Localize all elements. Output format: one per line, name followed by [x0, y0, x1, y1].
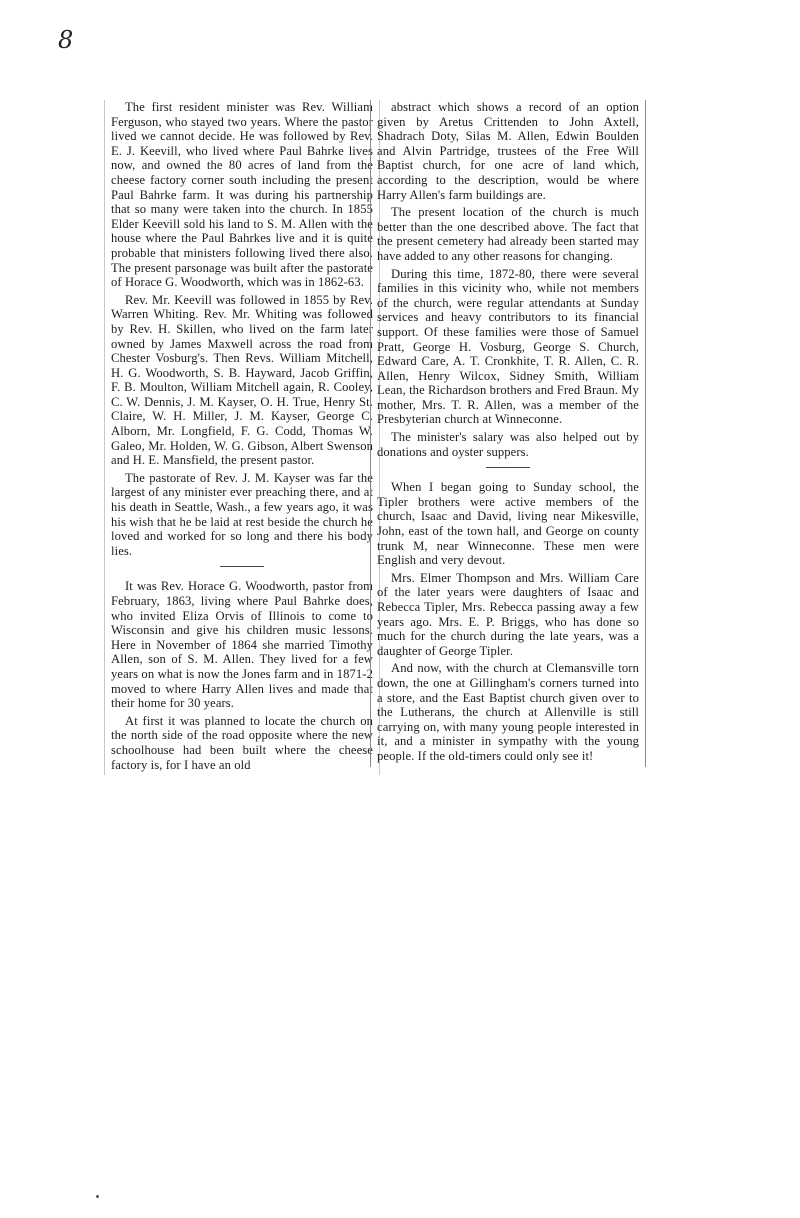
paragraph: The minister's salary was also helped out by donations and oyster suppers. [377, 430, 639, 459]
section-divider [220, 566, 264, 567]
section-divider [486, 467, 530, 468]
page-number: 8 [58, 26, 74, 54]
paragraph: The first resident minister was Rev. William Ferguson, who stayed two years. Where the pastor lived we cannot decide. He was followed by Rev. E. J. Keevill, who lived where Paul Bahrke lives now, and owned the 80 acres of land from the cheese factory corner south including the present Paul Bahrke farm. It was during his partnership that so many were taken into the church. In 1855 Elder Keevill sold his land to S. M. Allen with the house where the Paul Bahrkes live and it is quite probable that ministers following lived there also. The present parsonage was built after the pastorate of Horace G. Woodworth, which was in 1862-63. [111, 100, 373, 290]
paragraph: Mrs. Elmer Thompson and Mrs. William Care of the later years were daughters of Isaac and Rebecca Tipler, Mrs. Rebecca passing away a few years ago. Mrs. E. P. Briggs, who has done so much for the church during the late years, was a daughter of George Tipler. [377, 570, 639, 658]
right-column [370, 100, 646, 767]
paragraph: Rev. Mr. Keevill was followed in 1855 by Rev. Warren Whiting. Rev. Mr. Whiting was followed by Rev. H. Skillen, who lived on the farm later owned by James Maxwell across the road from Chester Vosburg's. Then Revs. William Mitchell, H. G. Woodworth, S. B. Hayward, Jacob Griffin, F. B. Moulton, William Mitchell again, R. Cooley, C. W. Dennis, J. M. Kayser, O. H. True, Henry St. Claire, W. H. Miller, J. M. Kayser, George C. Alborn, Mr. Longfield, F. G. Codd, Thomas W. Galeo, Mr. Holden, W. G. Gibson, Albert Swenson and H. E. Mansfield, the present pastor. [111, 292, 373, 468]
paragraph: abstract which shows a record of an option given by Aretus Crittenden to John Axtell, Shadrach Doty, Silas M. Allen, Edwin Boulden and Alvin Partridge, trustees of the Free Will Baptist church, for one acre of land which, according to the description, would be where Harry Allen's farm buildings are. [377, 100, 639, 202]
scan-speck [96, 1195, 99, 1198]
paragraph: It was Rev. Horace G. Woodworth, pastor from February, 1863, living where Paul Bahrke does, who invited Eliza Orvis of Illinois to come to Wisconsin and give his children music lessons. Here in November of 1864 she married Timothy Allen, son of S. M. Allen. They lived for a few years on what is now the Jones farm and in 1871-2 moved to where Harry Allen lives and made that their home for 30 years. [111, 579, 373, 711]
paragraph: And now, with the church at Clemansville torn down, the one at Gillingham's corners turned into a store, and the East Baptist church given over to the Lutherans, the church at Allenville is still carrying on, with many young people interested in it, and a minister in sympathy with the young people. If the old-timers could only see it! [377, 661, 639, 763]
left-column [104, 100, 380, 775]
paragraph: During this time, 1872-80, there were several families in this vicinity who, while not members of the church, were regular attendants at Sunday services and heavy contributors to its financial support. Of these families were those of Samuel Pratt, George H. Vosburg, George S. Church, Edward Care, A. T. Cronkhite, T. R. Allen, C. R. Allen, Henry Wilcox, Sidney Smith, William Lean, the Richardson brothers and Fred Braun. My mother, Mrs. T. R. Allen, was a member of the Presbyterian church at Winneconne. [377, 266, 639, 427]
paragraph: The present location of the church is much better than the one described above. The fact that the present cemetery had already been started may have added to any other reasons for changing. [377, 205, 639, 263]
paragraph: When I began going to Sunday school, the Tipler brothers were active members of the church, Isaac and David, living near Mikesville, John, east of the town hall, and George on county trunk M, near Winneconne. These men were English and very devout. [377, 480, 639, 568]
paragraph: At first it was planned to locate the church on the north side of the road opposite where the new schoolhouse had been built where the cheese factory is, for I have an old [111, 713, 373, 772]
paragraph: The pastorate of Rev. J. M. Kayser was far the largest of any minister ever preaching there, and at his death in Seattle, Wash., a few years ago, it was his wish that he be laid at rest beside the church he loved and worked for so long and there his body lies. [111, 470, 373, 558]
